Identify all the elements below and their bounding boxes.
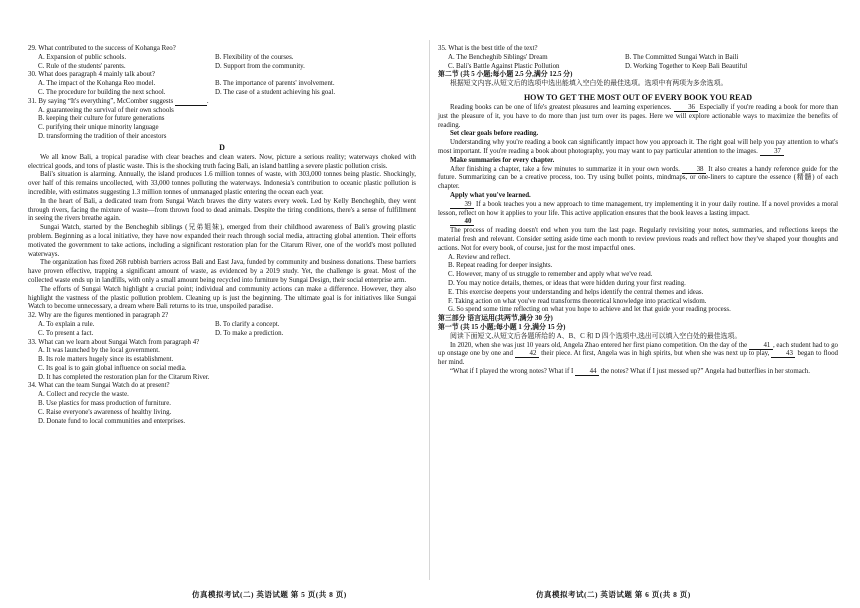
option-g: G. So spend some time reflecting on what you hope to achieve and let that guide your reading process.	[448, 306, 731, 314]
paragraph-text: their piece. At first, Angela was in high spirits, but when she was next up to play,	[541, 350, 770, 358]
option-d: D. Donate fund to local communities and enterprises.	[38, 417, 186, 425]
subheading: Make summaries for every chapter.	[450, 156, 555, 164]
option-d: D. To make a prediction.	[215, 329, 284, 337]
passage-label: D	[219, 142, 225, 152]
option-c: C. Rule of the students' parents.	[38, 62, 126, 70]
question-stem: 34. What can the team Sungai Watch do at present?	[28, 382, 170, 390]
question-29	[28, 45, 416, 71]
option-c: C. The procedure for building the next school.	[38, 88, 166, 96]
question-35	[438, 45, 838, 71]
option-c: C. Raise everyone's awareness of healthy living.	[38, 408, 172, 416]
cloze-paragraph	[438, 368, 838, 377]
option-c: C. Its goal is to gain global influence on social media.	[38, 364, 187, 372]
question-34	[28, 382, 416, 426]
part-3-subtitle: 第一节 (共 15 小题;每小题 1 分,满分 15 分)	[438, 323, 566, 331]
passage-paragraph: In the heart of Bali, a dedicated team from Sungai Watch braves the dirty waters every week. Led by Kelly Bencheghib, they went through rivers, facing the mixture of waste—from thrown food to dead animals. Despite the tiring conditions, there's a sense of fulfillment in seeing the rivers breathe again.	[28, 197, 416, 223]
option-d: D. The case of a student achieving his goal.	[215, 88, 336, 96]
part-3-instructions: 阅读下面短文,从短文后各题所给的 A、B、C 和 D 四个选项中,选出可以填入空白处的最佳选项。	[450, 332, 742, 340]
article-paragraph	[438, 166, 838, 192]
blank-40: 40	[450, 218, 474, 226]
answer-blank	[175, 98, 207, 106]
question-stem: 29. What contributed to the success of Kohanga Reo?	[28, 45, 176, 52]
blank-38: 38	[682, 166, 706, 174]
paragraph-text: , each student had to go up onstage one by one and	[438, 341, 839, 358]
question-33	[28, 339, 416, 383]
option-b: B. Use plastics for mass production of furniture.	[38, 400, 172, 408]
option-d: D. transforming the tradition of their ancestors	[38, 132, 167, 140]
option-a: A. To explain a rule.	[38, 320, 95, 328]
paragraph-text: “What if I played the wrong notes? What if I	[450, 367, 574, 375]
subheading-blank	[438, 218, 838, 227]
option-a: A. The Bencheghib Siblings' Dream	[448, 53, 548, 61]
blank-43: 43	[771, 350, 795, 358]
question-stem	[28, 98, 416, 107]
blank-42: 42	[515, 350, 539, 358]
option-a: A. guaranteeing the survival of their own schools	[38, 106, 174, 114]
option-d: D. It has completed the restoration plan for the Citarum River.	[38, 373, 210, 381]
option-b: B. Its role matters hugely since its establishment.	[38, 356, 174, 364]
option-a: A. Review and reflect.	[448, 253, 511, 261]
section-2-title: 第二节 (共 5 小题;每小题 2.5 分,满分 12.5 分)	[438, 71, 573, 79]
option-d: D. Working Together to Keep Bali Beautiful	[625, 62, 748, 70]
page-footer-right: 仿真模拟考试(二) 英语试题 第 6 页(共 8 页)	[536, 590, 691, 599]
option-a: A. The impact of the Kohanga Reo model.	[38, 80, 156, 88]
part-3-title: 第三部分 语言运用(共两节,满分 30 分)	[438, 315, 553, 323]
paragraph-text: After finishing a chapter, take a few minutes to summarize it in your own words.	[450, 165, 680, 173]
article-paragraph	[438, 104, 838, 130]
section-2-instructions: 根据短文内容,从短文后的选项中选出能填入空白处的最佳选项。选项中有两项为多余选项。	[450, 80, 728, 88]
question-30	[28, 71, 416, 97]
paragraph-text: Especially if you're reading a book for more than just the pleasure of it, you have to do more than just turn over its pages. Here we will explore actionable ways to maximize the benefits of reading.	[438, 103, 838, 129]
stem-text: 31. By saying “It's everything”, McComber suggests	[28, 97, 174, 105]
option-c: C. purifying their unique minority language	[38, 124, 159, 132]
option-d: D. Support from the community.	[215, 62, 305, 70]
blank-37: 37	[760, 148, 784, 156]
subheading: Apply what you've learned.	[450, 191, 531, 199]
cloze-paragraph	[438, 342, 838, 368]
right-page	[430, 0, 860, 608]
question-stem: 33. What can we learn about Sungai Watch from paragraph 4?	[28, 338, 200, 346]
stem-end: .	[206, 97, 209, 105]
passage-paragraph: The efforts of Sungai Watch highlight a crucial point; individual and community actions can make a difference. However, they also highlight the vastness of the plastic pollution problem. Cleaning up is just the beginning. The ultimate goal is for initiatives like Sungai Watch to become unnecessary, a dream where Bali returns to its true, unspoiled paradise.	[28, 285, 416, 311]
blank-39: 39	[450, 201, 474, 209]
option-a: A. Expansion of public schools.	[38, 53, 127, 61]
option-b: B. keeping their culture for future generations	[38, 115, 165, 123]
answer-options	[438, 254, 838, 316]
option-f: F. Taking action on what you've read transforms theoretical knowledge into practical wisdom.	[448, 297, 707, 305]
passage-paragraph: We all know Bali, a tropical paradise with clear beaches and clean waters. Now, picture a serious reality; waterways choked with electrical goods, and tons of plastic waste. This is the shocking truth facing Bali, an island battling a severe plastic pollution crisis.	[28, 153, 416, 170]
paragraph-text: It also creates a handy reference guide for the future. Summarizing can be a creative process, too. Try using bullet points, mindmaps, or one-liners to capture the essence (精髓) of each chapter.	[438, 165, 838, 191]
paragraph-text: Understanding why you're reading a book can significantly impact how you approach it. The right goal will help you pay attention to what's most important. If you're reading a book about photography, you may want to pay particular attention to the images.	[438, 139, 838, 155]
option-a: A. Collect and recycle the waste.	[38, 391, 129, 399]
blank-36: 36	[674, 104, 698, 112]
blank-44: 44	[575, 368, 599, 376]
option-b: B. The Committed Sungai Watch in Baili	[625, 53, 739, 61]
passage-paragraph: Sungai Watch, started by the Bencheghib siblings (兄弟姐妹), emerged from their childhood awareness of Bali's growing plastic problem. Beginning as a local initiative, they have now expanded their reach through social media, attracting global attention. Their efforts motivated the government to take actions, including a significant restoration plan for the Citarum River, one of the world's most polluted waterways.	[28, 224, 416, 258]
option-b: B. Flexibility of the courses.	[215, 53, 294, 61]
passage-paragraph: The organization has fixed 268 rubbish barriers across Bali and East Java, funded by community and business donations. These barriers have proven effective, trapping a significant amount of waste, as evidenced by a 2019 study. Yet, the challenge is great. Most of the collected waste ends up in landfills, with only a small amount being recycled into furniture by Sungai Design, their social enterprise arm.	[28, 259, 416, 284]
question-31	[28, 98, 416, 142]
option-a: A. It was launched by the local government.	[38, 347, 160, 355]
option-d: D. You may notice details, themes, or ideas that were hidden during your first reading.	[448, 279, 686, 287]
article-paragraph	[438, 201, 838, 219]
question-32	[28, 312, 416, 338]
option-c: C. Bali's Battle Against Plastic Pollution	[448, 62, 560, 70]
question-stem: 32. Why are the figures mentioned in paragraph 2?	[28, 312, 169, 320]
question-stem: 30. What does paragraph 4 mainly talk about?	[28, 71, 155, 79]
option-e: E. This exercise deepens your understanding and helps identify the central themes and ideas.	[448, 288, 704, 296]
blank-41: 41	[749, 342, 773, 350]
paragraph-text: Reading books can be one of life's greatest pleasures and learning experiences.	[450, 103, 672, 111]
option-b: B. Repeat reading for deeper insights.	[448, 262, 553, 270]
article-paragraph: The process of reading doesn't end when you turn the last page. Regularly revisiting your notes, summaries, and reflections keeps the material fresh and relevant. Consider setting aside time each month to review previous reads and reflect how they've shaped your thoughts and actions. Not for every book, of course, just for the most impactful ones.	[438, 227, 838, 252]
subheading: Set clear goals before reading.	[450, 130, 539, 138]
paragraph-text: the notes? What if I just messed up?” Angela had butterflies in her stomach.	[600, 367, 810, 375]
paragraph-text: In 2020, when she was just 10 years old, Angela Zhao entered her first piano competition. On the day of the	[450, 341, 748, 349]
paragraph-text: began to flood her mind.	[438, 350, 838, 367]
article-paragraph	[438, 139, 838, 157]
option-b: B. To clarify a concept.	[215, 320, 280, 328]
question-stem: 35. What is the best title of the text?	[438, 45, 538, 52]
paragraph-text: If a book teaches you a new approach to time management, try implementing it in your daily routine. If a novel provides a moral lesson, reflect on how it applies to your life. This active application ensures that the book leaves a lasting impact.	[438, 200, 838, 217]
article-title: HOW TO GET THE MOST OUT OF EVERY BOOK YOU READ	[523, 92, 753, 102]
passage-paragraph: Bali's situation is alarming. Annually, the island produces 1.6 million tonnes of waste, with 303,000 tonnes being plastic. Shockingly, over half of this remains uncollected, with 33,000 tonnes polluting the waterways. Indonesia's contribution to oceanic plastic pollution is incredible, with estimates suggesting 1.3 million tonnes of unmanaged plastic entering the ocean each year.	[28, 171, 416, 196]
option-c: C. To present a fact.	[38, 329, 94, 337]
page-footer-left: 仿真模拟考试(二) 英语试题 第 5 页(共 8 页)	[192, 590, 347, 599]
option-c: C. However, many of us struggle to remember and apply what we've read.	[448, 271, 653, 279]
option-b: B. The importance of parents' involvement.	[215, 80, 335, 88]
